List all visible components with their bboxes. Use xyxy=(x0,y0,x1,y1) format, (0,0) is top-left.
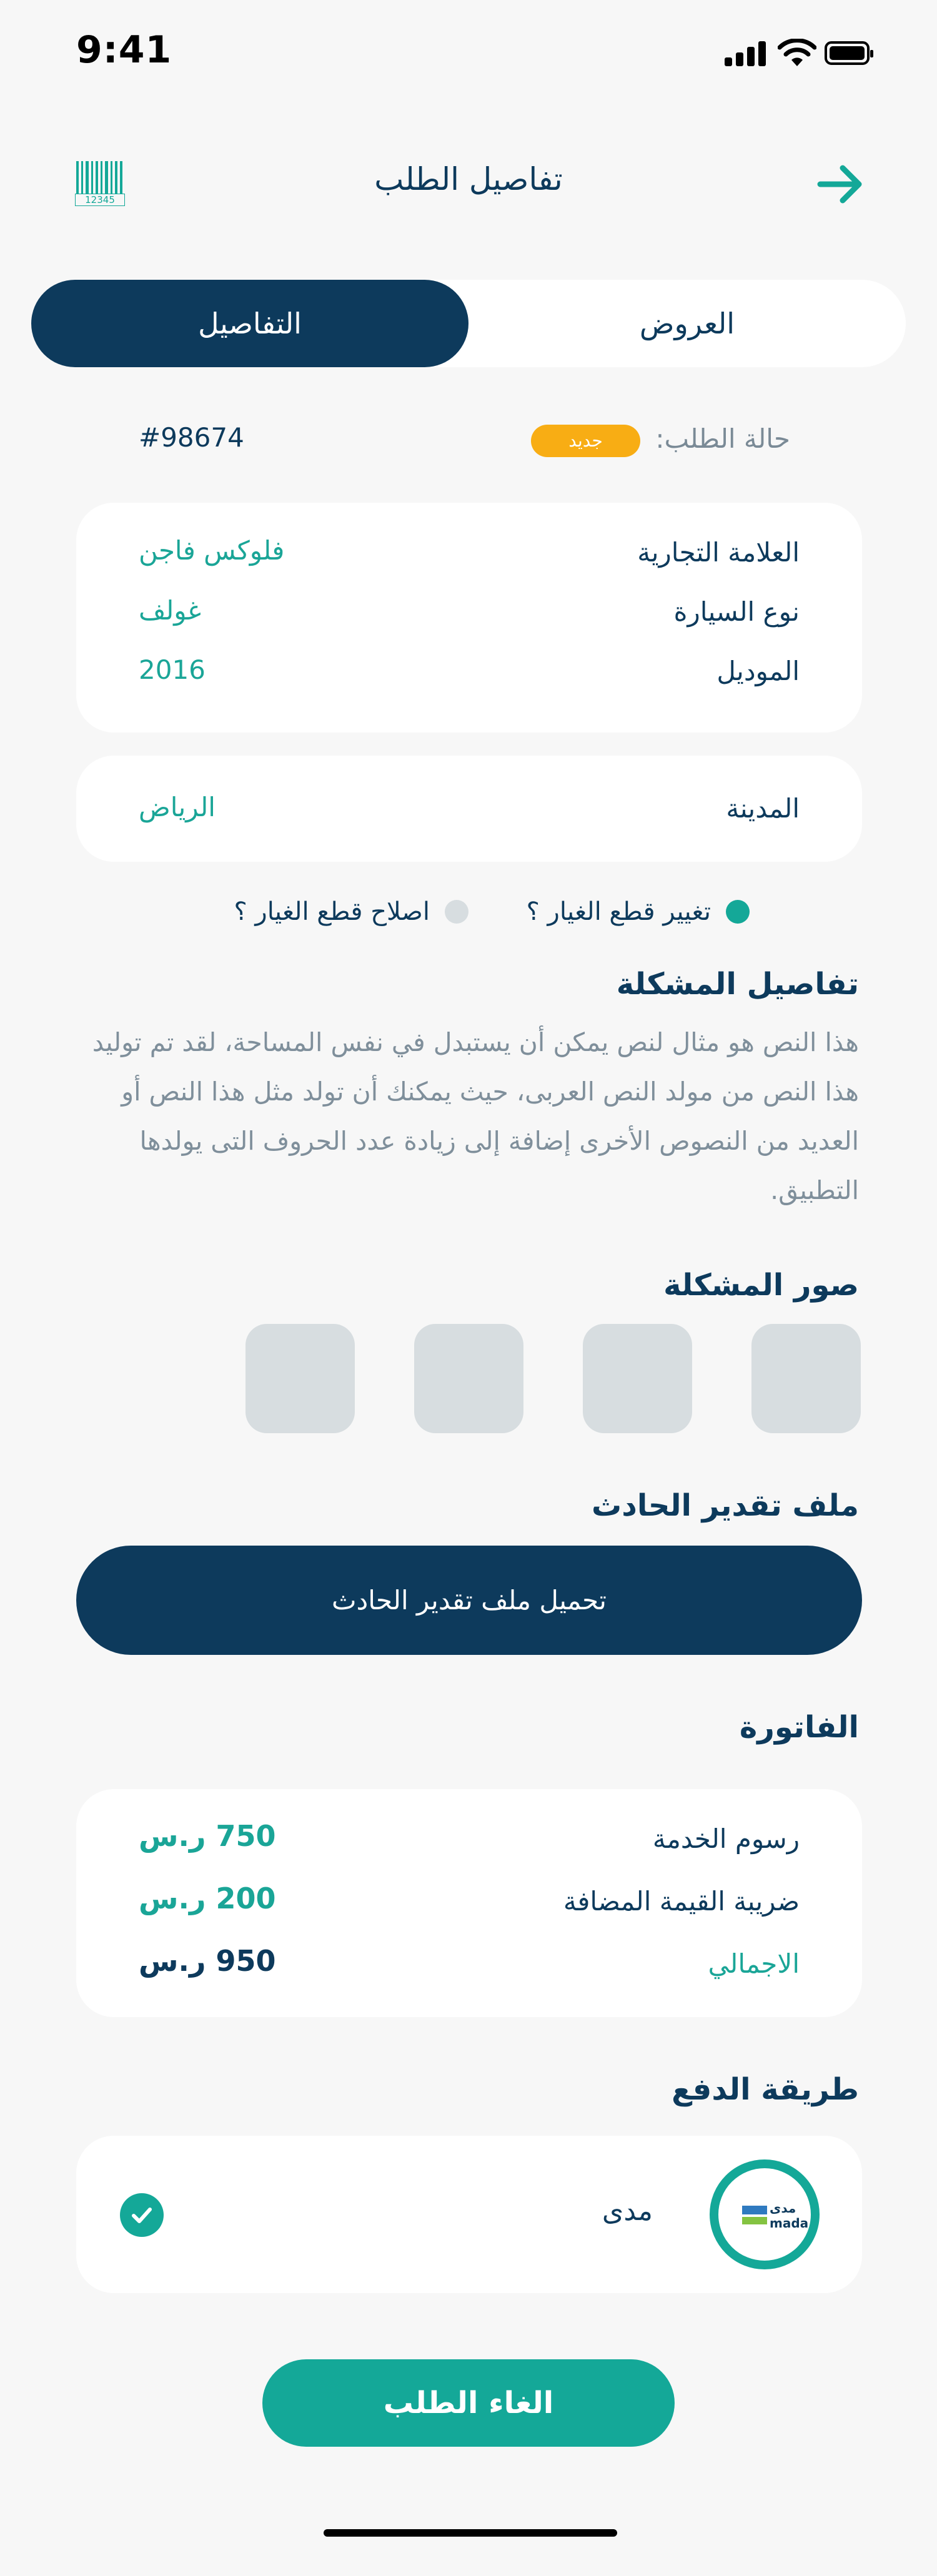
service-option-repair[interactable] xyxy=(234,893,468,930)
status-time: 9:41 xyxy=(76,28,172,72)
arrow-right-icon xyxy=(815,159,865,209)
wifi-icon xyxy=(778,39,816,67)
signal-icon xyxy=(725,41,768,66)
description-line: التطبيق. xyxy=(770,1175,859,1205)
upload-accident-file-button[interactable]: تحميل ملف تقدير الحادث xyxy=(76,1546,862,1655)
car-type-value: غولف xyxy=(139,595,201,626)
description-line: العديد من النصوص الأخرى إضافة إلى زيادة عدد الحروف التى يولدها xyxy=(139,1126,859,1156)
home-indicator[interactable] xyxy=(324,2529,617,2537)
check-icon[interactable] xyxy=(120,2193,164,2237)
description-line: هذا النص هو مثال لنص يمكن أن يستبدل في نفس المساحة، لقد تم توليد xyxy=(92,1027,859,1057)
vat-label: ضريبة القيمة المضافة xyxy=(563,1886,800,1917)
mada-logo-en: mada xyxy=(770,2216,809,2231)
vehicle-card xyxy=(76,503,862,733)
mada-logo-ar: مدى xyxy=(770,2201,796,2216)
vat-amount: 200 ر.س xyxy=(139,1882,276,1915)
order-number: #98674 xyxy=(139,422,244,453)
photos-title: صور المشكلة xyxy=(663,1268,859,1303)
invoice-card xyxy=(76,1789,862,2017)
status-icons xyxy=(700,39,875,70)
radio-unselected[interactable] xyxy=(445,900,468,924)
payment-method-card[interactable] xyxy=(76,2136,862,2293)
page-title: تفاصيل الطلب xyxy=(374,161,563,197)
problem-photo[interactable] xyxy=(751,1324,861,1433)
payment-title: طريقة الدفع xyxy=(672,2072,859,2107)
service-fee-label: رسوم الخدمة xyxy=(652,1823,800,1854)
option-label: تغيير قطع الغيار ؟ xyxy=(526,897,711,926)
payment-method-name: مدى xyxy=(602,2195,653,2227)
battery-icon xyxy=(825,41,870,65)
tab-bar xyxy=(31,280,906,367)
status-badge: جديد xyxy=(531,425,640,457)
option-label: اصلاح قطع الغيار ؟ xyxy=(234,897,430,926)
tab-details[interactable]: التفاصيل xyxy=(31,280,468,367)
service-option-replace[interactable] xyxy=(527,893,750,930)
total-amount: 950 ر.س xyxy=(139,1944,276,1978)
invoice-title: الفاتورة xyxy=(739,1710,859,1745)
model-value: 2016 xyxy=(139,654,206,685)
city-value: الرياض xyxy=(139,792,216,822)
service-fee-amount: 750 ر.س xyxy=(139,1819,276,1853)
model-label: الموديل xyxy=(716,656,800,686)
problem-description xyxy=(34,1018,859,1215)
brand-label: العلامة التجارية xyxy=(637,537,800,568)
mada-card-icon xyxy=(742,2206,767,2224)
radio-selected[interactable] xyxy=(726,900,750,924)
accident-title: ملف تقدير الحادث xyxy=(591,1488,859,1523)
problem-photo[interactable] xyxy=(583,1324,692,1433)
cancel-order-button[interactable]: الغاء الطلب xyxy=(262,2359,675,2447)
city-card xyxy=(76,756,862,862)
problem-photo[interactable] xyxy=(414,1324,523,1433)
description-line: هذا النص من مولد النص العربى، حيث يمكنك أن تولد مثل هذا النص أو xyxy=(121,1077,859,1107)
tab-offers[interactable]: العروض xyxy=(639,307,735,340)
problem-photo[interactable] xyxy=(245,1324,355,1433)
city-label: المدينة xyxy=(726,793,800,824)
brand-value: فلوكس فاجن xyxy=(139,535,285,566)
car-type-label: نوع السيارة xyxy=(673,596,800,627)
barcode-number: 12345 xyxy=(75,194,125,206)
problem-title: تفاصيل المشكلة xyxy=(616,967,859,1002)
mada-logo xyxy=(710,2159,820,2269)
back-button[interactable] xyxy=(815,159,865,209)
total-label: الاجمالي xyxy=(708,1948,800,1979)
order-status-label: حالة الطلب: xyxy=(655,423,790,454)
